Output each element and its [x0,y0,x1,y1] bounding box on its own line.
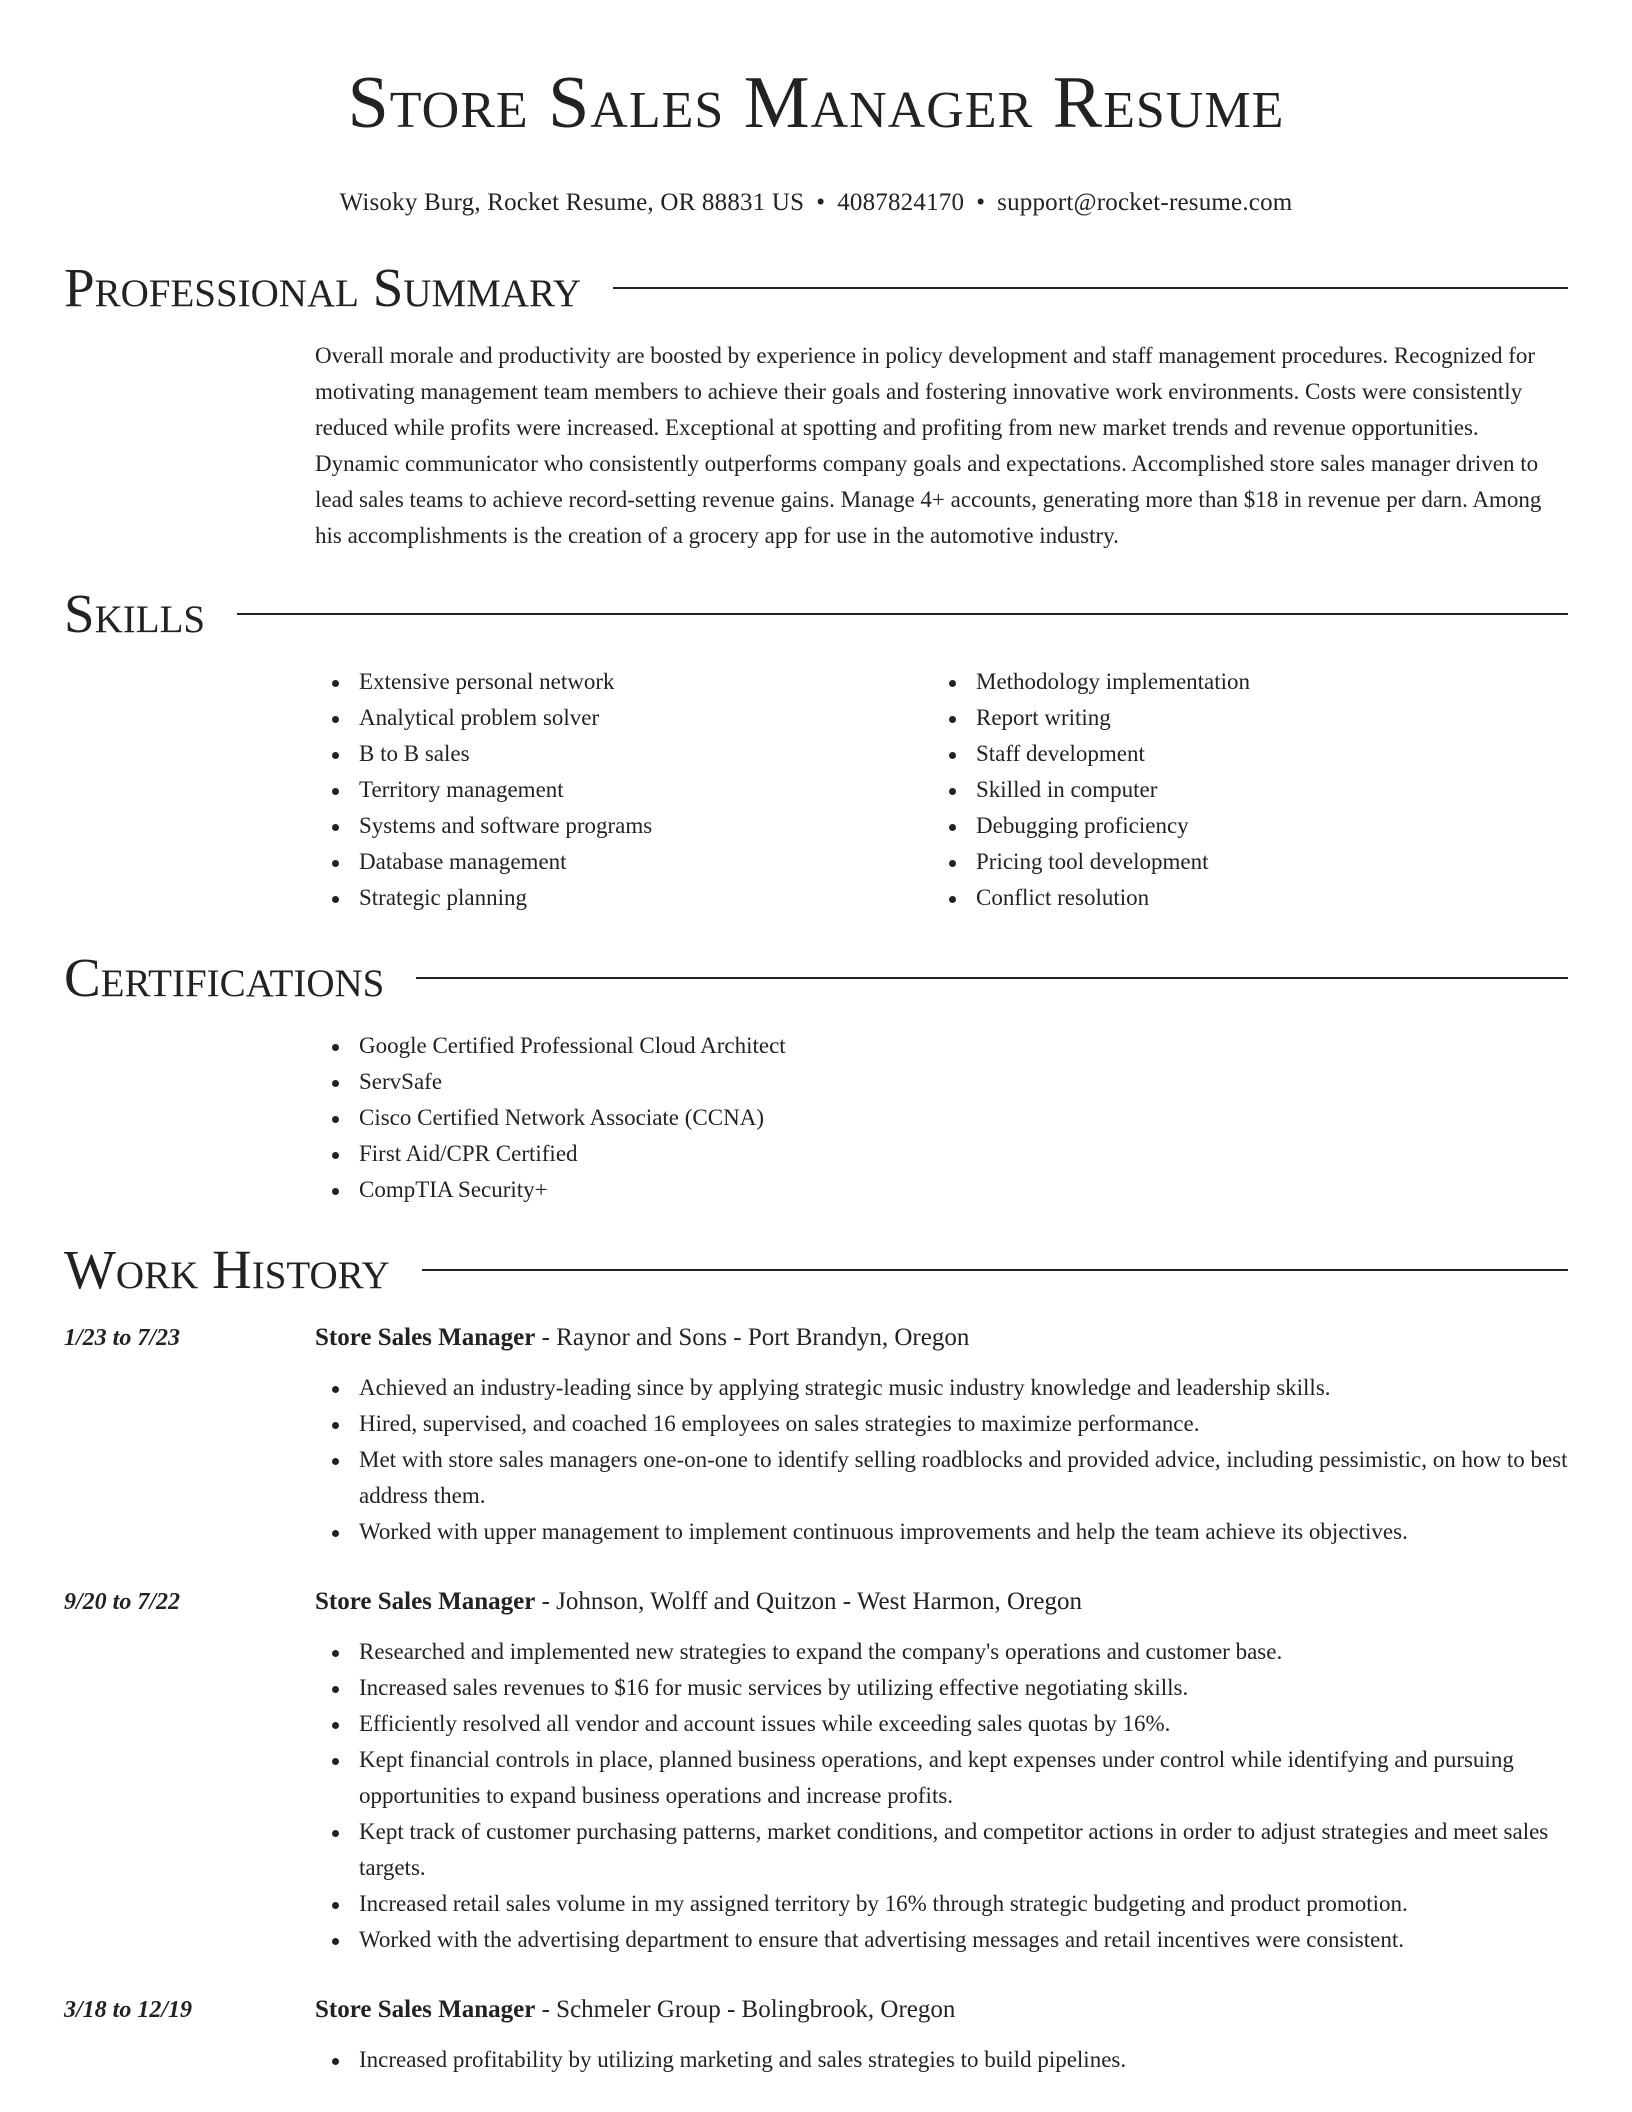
job-bullet: Increased sales revenues to $16 for music services by utilizing effective negotiating skills. [315,1670,1568,1706]
skill-item: B to B sales [315,736,932,772]
job-header [315,1992,1568,2028]
section-title-work-history: Work History [64,1239,390,1300]
section-title-summary: Professional Summary [64,257,582,318]
contact-separator: • [816,189,826,216]
job-bullet: Hired, supervised, and coached 16 employees on sales strategies to maximize performance. [315,1406,1568,1442]
job-bullet: Kept financial controls in place, planned business operations, and kept expenses under control while identifying and pursuing opportunities to expand business operations and increase profits. [315,1742,1568,1814]
job-bullet: Increased retail sales volume in my assigned territory by 16% through strategic budgeting and product promotion. [315,1886,1568,1922]
contact-separator: • [976,189,986,216]
skill-item: Pricing tool development [932,844,1549,880]
section-divider [422,1269,1568,1271]
certification-item: ServSafe [315,1064,1568,1100]
skills-list-left [315,664,932,916]
job-header [315,1320,1568,1356]
skill-item: Skilled in computer [932,772,1549,808]
job-entry [64,1992,1568,2078]
certification-item: First Aid/CPR Certified [315,1136,1568,1172]
skill-item: Systems and software programs [315,808,932,844]
skill-item: Database management [315,844,932,880]
job-entry [64,1320,1568,1550]
job-bullet: Researched and implemented new strategies to expand the company's operations and customer base. [315,1634,1568,1670]
skill-item: Territory management [315,772,932,808]
section-header-skills [64,582,1568,646]
section-header-certifications [64,946,1568,1010]
job-body [315,1992,1568,2078]
certifications-section [315,1028,1568,1208]
section-divider [237,613,1568,615]
skill-item: Conflict resolution [932,880,1549,916]
section-title-skills: Skills [64,583,206,644]
job-bullet: Efficiently resolved all vendor and account issues while exceeding sales quotas by 16%. [315,1706,1568,1742]
skill-item: Analytical problem solver [315,700,932,736]
job-bullet: Increased profitability by utilizing marketing and sales strategies to build pipelines. [315,2042,1568,2078]
contact-email: support@rocket-resume.com [997,189,1293,216]
section-divider [613,287,1568,289]
skill-item: Report writing [932,700,1549,736]
skills-list-right [932,664,1549,916]
section-title-certifications: Certifications [64,947,385,1008]
contact-address: Wisoky Burg, Rocket Resume, OR 88831 US [339,189,805,216]
certification-item: Cisco Certified Network Associate (CCNA) [315,1100,1568,1136]
resume-title: Store Sales Manager Resume [347,62,1285,144]
summary-text: Overall morale and productivity are boosted by experience in policy development and staff management procedures. Recognized for motivating management team members to achieve their goals and fostering innovative work environments. Costs were consistently reduced while profits were increased. Exceptional at spotting and profiting from new market trends and revenue opportunities. Dynamic communicator who consistently outperforms company goals and expectations. Accomplished store sales manager driven to lead sales teams to achieve record-setting revenue gains. Manage 4+ accounts, generating more than $18 in revenue per darn. Among his accomplishments is the creation of a grocery app for use in the automotive industry. [315,343,1542,548]
section-header-work-history [64,1238,1568,1302]
certification-item: CompTIA Security+ [315,1172,1568,1208]
section-header-summary [64,256,1568,320]
job-title: Store Sales Manager [315,1996,536,2023]
section-divider [416,977,1568,979]
contact-line [64,188,1568,218]
skill-item: Strategic planning [315,880,932,916]
job-dates: 3/18 to 12/19 [64,1997,193,2023]
job-bullets [315,2042,1568,2078]
skill-item: Debugging proficiency [932,808,1549,844]
job-bullet: Worked with upper management to implement continuous improvements and help the team achieve its objectives. [315,1514,1568,1550]
job-bullet: Kept track of customer purchasing patterns, market conditions, and competitor actions in order to adjust strategies and meet sales targets. [315,1814,1568,1886]
skill-item: Extensive personal network [315,664,932,700]
skills-column-left [315,664,932,916]
job-details: - Johnson, Wolff and Quitzon - West Harmon, Oregon [535,1588,1082,1615]
certification-item: Google Certified Professional Cloud Architect [315,1028,1568,1064]
job-entry [64,1584,1568,1958]
job-title: Store Sales Manager [315,1324,536,1351]
skills-column-right [932,664,1549,916]
contact-phone: 4087824170 [837,189,965,216]
job-bullet: Achieved an industry-leading since by applying strategic music industry knowledge and leadership skills. [315,1370,1568,1406]
job-details: - Raynor and Sons - Port Brandyn, Oregon [535,1324,970,1351]
certifications-list [315,1028,1568,1208]
job-dates: 9/20 to 7/22 [64,1589,181,1615]
job-header [315,1584,1568,1620]
job-bullets [315,1370,1568,1550]
job-title: Store Sales Manager [315,1588,536,1615]
skill-item: Methodology implementation [932,664,1549,700]
resume-page [64,0,1568,2078]
job-bullet: Met with store sales managers one-on-one to identify selling roadblocks and provided advice, including pessimistic, on how to best address them. [315,1442,1568,1514]
job-body [315,1320,1568,1550]
job-bullets [315,1634,1568,1958]
skill-item: Staff development [932,736,1549,772]
job-dates: 1/23 to 7/23 [64,1325,181,1351]
job-body [315,1584,1568,1958]
summary-section [315,338,1568,554]
job-bullet: Worked with the advertising department to ensure that advertising messages and retail incentives were consistent. [315,1922,1568,1958]
skills-section [315,664,1568,916]
job-details: - Schmeler Group - Bolingbrook, Oregon [535,1996,956,2023]
